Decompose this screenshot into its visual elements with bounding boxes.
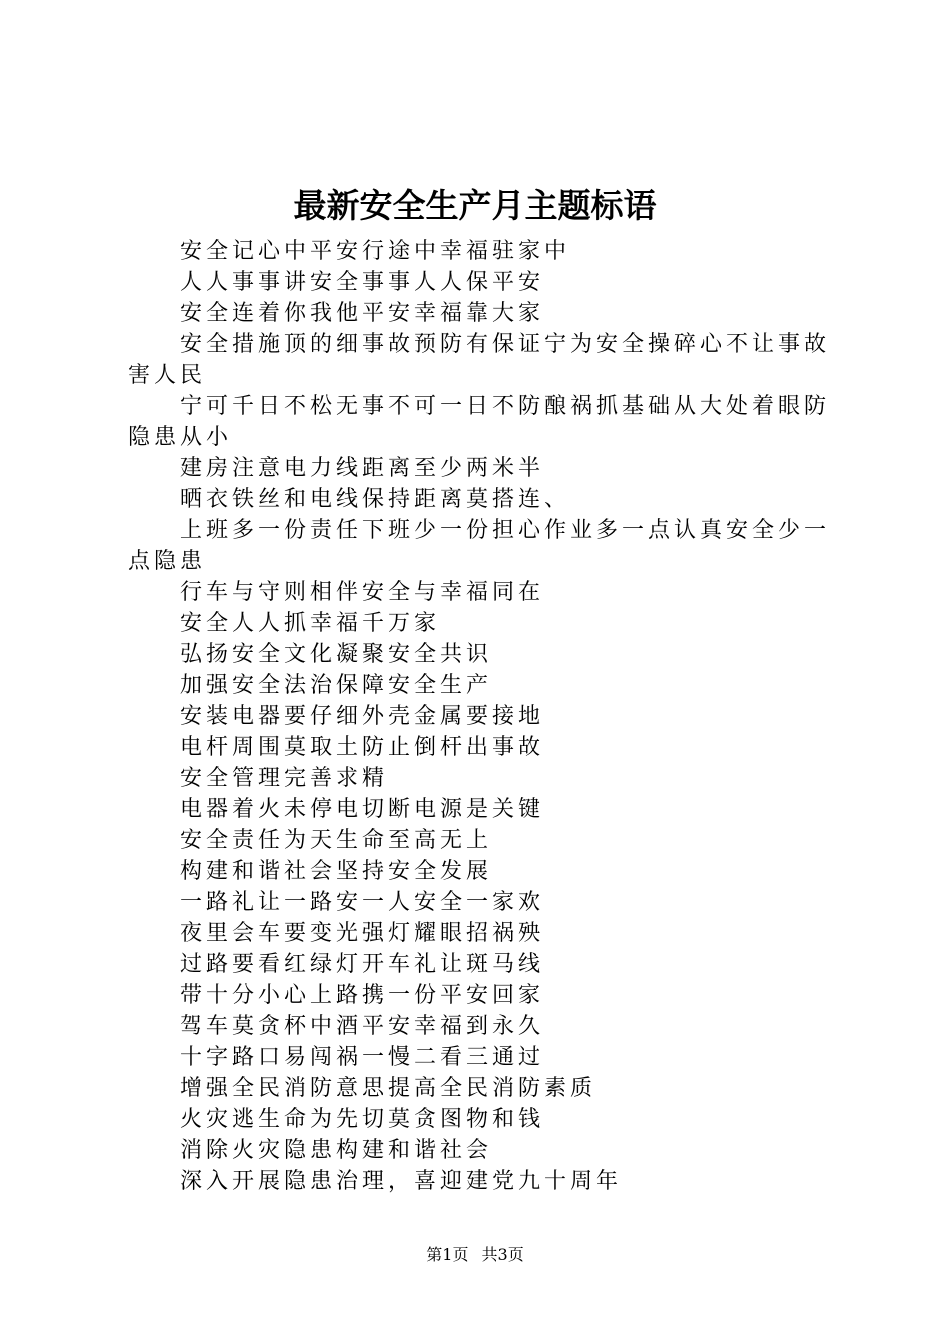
slogan-line: 安全措施顶的细事故预防有保证宁为安全操碎心不让事故害人民 bbox=[128, 332, 831, 388]
page-number-total: 共3页 bbox=[481, 1245, 524, 1264]
slogan-line: 电器着火未停电切断电源是关键 bbox=[180, 797, 545, 822]
slogan-line: 安全人人抓幸福千万家 bbox=[180, 611, 441, 636]
slogan-line: 电杆周围莫取土防止倒杆出事故 bbox=[180, 735, 545, 760]
page-footer bbox=[0, 1243, 950, 1267]
slogan-line: 行车与守则相伴安全与幸福同在 bbox=[180, 580, 545, 605]
slogan-line: 增强全民消防意思提高全民消防素质 bbox=[180, 1076, 597, 1101]
document-body bbox=[128, 236, 832, 1197]
slogan-line: 夜里会车要变光强灯耀眼招祸殃 bbox=[180, 921, 545, 946]
document-title: 最新安全生产月主题标语 bbox=[293, 186, 657, 225]
slogan-line: 构建和谐社会坚持安全发展 bbox=[180, 859, 493, 884]
slogan-line: 一路礼让一路安一人安全一家欢 bbox=[180, 890, 545, 915]
slogan-line: 过路要看红绿灯开车礼让斑马线 bbox=[180, 952, 545, 977]
slogan-line: 消除火灾隐患构建和谐社会 bbox=[180, 1138, 493, 1163]
slogan-line: 安装电器要仔细外壳金属要接地 bbox=[180, 704, 545, 729]
slogan-line: 晒衣铁丝和电线保持距离莫搭连、 bbox=[180, 487, 571, 512]
slogan-line: 带十分小心上路携一份平安回家 bbox=[180, 983, 545, 1008]
slogan-line: 加强安全法治保障安全生产 bbox=[180, 673, 493, 698]
slogan-line: 建房注意电力线距离至少两米半 bbox=[180, 456, 545, 481]
slogan-line: 人人事事讲安全事事人人保平安 bbox=[180, 270, 545, 295]
slogan-line: 安全记心中平安行途中幸福驻家中 bbox=[180, 239, 571, 264]
slogan-line: 驾车莫贪杯中酒平安幸福到永久 bbox=[180, 1014, 545, 1039]
slogan-line: 安全责任为天生命至高无上 bbox=[180, 828, 493, 853]
slogan-line: 上班多一份责任下班少一份担心作业多一点认真安全少一点隐患 bbox=[128, 518, 831, 574]
page-number-current: 第1页 bbox=[426, 1245, 469, 1264]
slogan-line: 火灾逃生命为先切莫贪图物和钱 bbox=[180, 1107, 545, 1132]
slogan-line: 宁可千日不松无事不可一日不防酿祸抓基础从大处着眼防隐患从小 bbox=[128, 394, 831, 450]
slogan-line: 安全连着你我他平安幸福靠大家 bbox=[180, 301, 545, 326]
slogan-line: 弘扬安全文化凝聚安全共识 bbox=[180, 642, 493, 667]
slogan-line: 十字路口易闯祸一慢二看三通过 bbox=[180, 1045, 545, 1070]
slogan-line: 深入开展隐患治理，喜迎建党九十周年 bbox=[180, 1169, 623, 1194]
slogan-line: 安全管理完善求精 bbox=[180, 766, 389, 791]
